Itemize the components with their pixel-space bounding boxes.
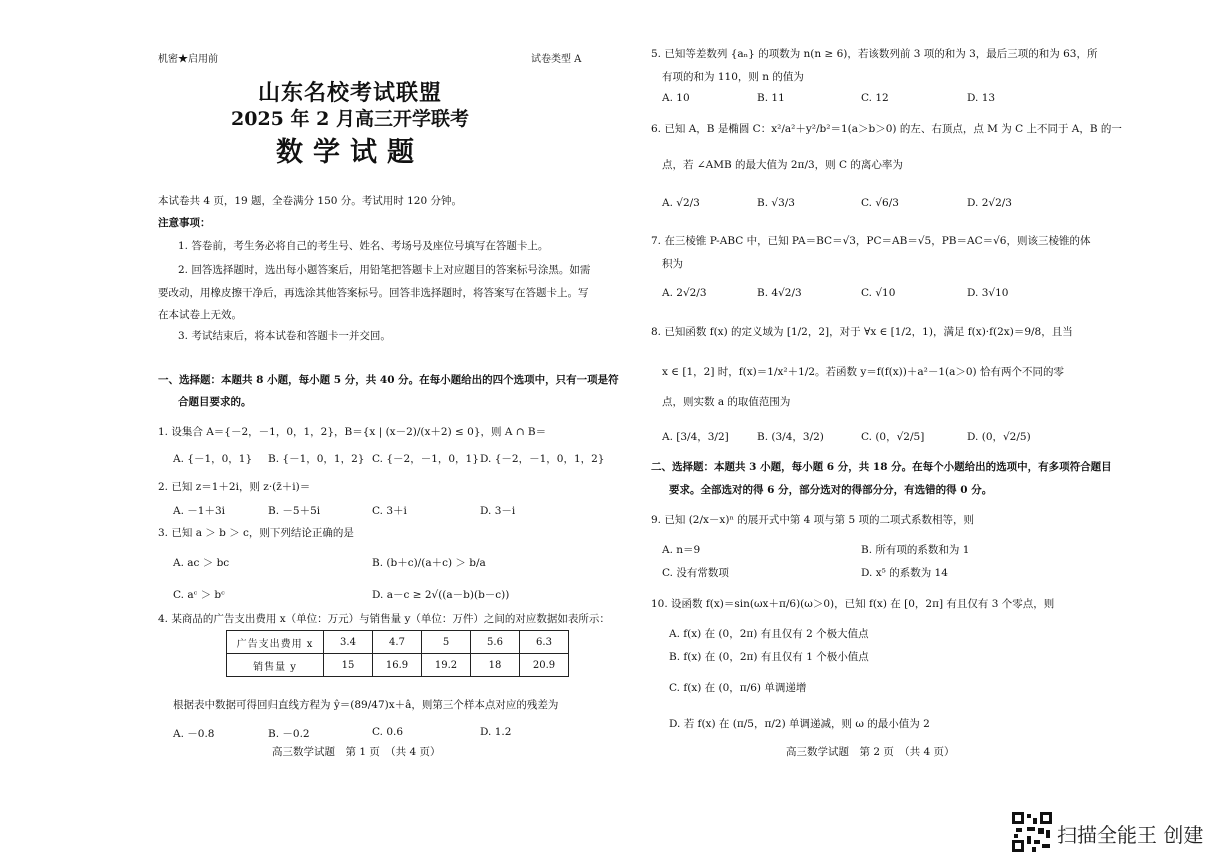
page-footer-left: 高三数学试题 第 1 页 （共 4 页） [272, 746, 441, 758]
table-cell: 16.9 [373, 654, 422, 677]
q9-option-d: D. x⁵ 的系数为 14 [861, 567, 948, 579]
q4-option-b: B. －0.2 [268, 728, 310, 740]
section-2-heading-cont: 要求。全部选对的得 6 分，部分选对的得部分分，有选错的得 0 分。 [669, 484, 993, 496]
question-8-cont1: x ∈ [1，2] 时，f(x)＝1/x²＋1/2。若函数 y＝f(f(x))＋a²－1(a＞0) 恰有两个不同的零 [662, 366, 1064, 378]
q1-option-c: C. {－2，－1，0，1} [372, 453, 479, 465]
table-cell: 19.2 [422, 654, 471, 677]
notes-heading: 注意事项： [158, 217, 211, 229]
q10-option-a: A. f(x) 在 (0，2π) 有且仅有 2 个极大值点 [669, 628, 869, 640]
note-2-line2: 要改动，用橡皮擦干净后，再选涂其他答案标号。回答非选择题时，将答案写在答题卡上。写 [158, 287, 589, 299]
exam-alliance-title: 山东名校考试联盟 [257, 80, 442, 106]
table-header-cell: 广告支出费用 x [227, 631, 324, 654]
table-cell: 4.7 [373, 631, 422, 654]
q4-option-d: D. 1.2 [480, 726, 512, 738]
question-10: 10. 设函数 f(x)＝sin(ωx＋π/6)(ω＞0)，已知 f(x) 在 [0，2π] 有且仅有 3 个零点，则 [651, 598, 1055, 610]
q6-option-d: D. 2√2/3 [967, 197, 1012, 209]
question-6-cont: 点，若 ∠AMB 的最大值为 2π/3，则 C 的离心率为 [662, 159, 903, 171]
q7-option-d: D. 3√10 [967, 287, 1009, 299]
q4-option-a: A. －0.8 [173, 728, 215, 740]
table-cell: 15 [324, 654, 373, 677]
q2-option-c: C. 3＋i [372, 505, 407, 517]
table-cell: 5 [422, 631, 471, 654]
q6-option-a: A. √2/3 [662, 197, 700, 209]
note-2-line3: 在本试卷上无效。 [158, 309, 242, 321]
q2-option-d: D. 3－i [480, 505, 516, 517]
q2-option-a: A. －1＋3i [173, 505, 225, 517]
q9-option-a: A. n＝9 [662, 544, 701, 556]
q7-option-b: B. 4√2/3 [757, 287, 802, 299]
table-cell: 6.3 [520, 631, 569, 654]
q1-option-a: A. {－1，0，1} [173, 453, 253, 465]
q8-option-b: B. (3/4，3/2) [757, 431, 824, 443]
q7-option-a: A. 2√2/3 [662, 287, 707, 299]
question-5-cont: 有项的和为 110，则 n 的值为 [662, 71, 804, 83]
q5-option-c: C. 12 [861, 92, 889, 104]
q7-option-c: C. √10 [861, 287, 896, 299]
q9-option-b: B. 所有项的系数和为 1 [861, 544, 970, 556]
q8-option-a: A. [3/4，3/2] [662, 431, 729, 443]
exam-intro: 本试卷共 4 页，19 题，全卷满分 150 分。考试用时 120 分钟。 [158, 195, 462, 207]
section-2-heading: 二、选择题：本题共 3 小题，每小题 6 分，共 18 分。在每个小题给出的选项中，有多项符合题目 [651, 461, 1112, 473]
scanner-watermark: 扫描全能王 创建 [1057, 823, 1204, 847]
exam-type-label: 试卷类型 A [531, 54, 582, 65]
q5-option-d: D. 13 [967, 92, 996, 104]
question-7-cont: 积为 [662, 258, 683, 270]
table-row [227, 631, 569, 654]
q6-option-c: C. √6/3 [861, 197, 899, 209]
section-1-heading: 一、选择题：本题共 8 小题，每小题 5 分，共 40 分。在每小题给出的四个选项中，只有一项是符 [158, 374, 619, 386]
q8-option-c: C. (0，√2/5] [861, 431, 925, 443]
question-4-text: 根据表中数据可得回归直线方程为 ŷ＝(89/47)x＋â，则第三个样本点对应的残差为 [173, 699, 559, 711]
exam-date-title: 2025 年 2 月高三开学联考 [231, 108, 469, 130]
q3-option-c: C. aᶜ ＞ bᶜ [173, 589, 225, 601]
q8-option-d: D. (0，√2/5) [967, 431, 1031, 443]
page-footer-right: 高三数学试题 第 2 页 （共 4 页） [786, 746, 955, 758]
question-5: 5. 已知等差数列 {aₙ} 的项数为 n(n ≥ 6)，若该数列前 3 项的和为 3，最后三项的和为 63，所 [651, 48, 1098, 60]
question-1: 1. 设集合 A＝{－2，－1，0，1，2}，B＝{x | (x－2)/(x＋2) ≤ 0}，则 A ∩ B＝ [158, 426, 547, 438]
q3-option-a: A. ac ＞ bc [173, 557, 230, 569]
q3-option-d: D. a－c ≥ 2√((a－b)(b－c)) [372, 589, 510, 601]
question-4: 4. 某商品的广告支出费用 x（单位：万元）与销售量 y（单位：万件）之间的对应数据如表所示： [158, 613, 610, 625]
q1-option-b: B. {－1，0，1，2} [268, 453, 365, 465]
section-1-heading-cont: 合题目要求的。 [178, 396, 252, 408]
question-8-cont2: 点，则实数 a 的取值范围为 [662, 396, 791, 408]
qr-code-icon [1012, 812, 1052, 852]
question-9: 9. 已知 (2/x－x)ⁿ 的展开式中第 4 项与第 5 项的二项式系数相等，则 [651, 514, 975, 526]
q3-option-b: B. (b＋c)/(a＋c) ＞ b/a [372, 557, 486, 569]
q2-option-b: B. －5＋5i [268, 505, 321, 517]
table-cell: 20.9 [520, 654, 569, 677]
note-1: 1. 答卷前，考生务必将自己的考生号、姓名、考场号及座位号填写在答题卡上。 [178, 240, 549, 252]
question-7: 7. 在三棱锥 P-ABC 中，已知 PA＝BC＝√3，PC＝AB＝√5，PB＝AC＝√6，则该三棱锥的体 [651, 235, 1091, 247]
table-row [227, 654, 569, 677]
q6-option-b: B. √3/3 [757, 197, 795, 209]
confidential-label: 机密★启用前 [158, 54, 218, 65]
q10-option-b: B. f(x) 在 (0，2π) 有且仅有 1 个极小值点 [669, 651, 869, 663]
note-3: 3. 考试结束后，将本试卷和答题卡一并交回。 [178, 330, 391, 342]
q4-option-c: C. 0.6 [372, 726, 404, 738]
question-2: 2. 已知 z＝1＋2i，则 z·(z̄＋i)＝ [158, 481, 311, 493]
table-cell: 18 [471, 654, 520, 677]
q1-option-d: D. {－2，－1，0，1，2} [480, 453, 605, 465]
table-cell: 3.4 [324, 631, 373, 654]
table-header-cell: 销售量 y [227, 654, 324, 677]
table-cell: 5.6 [471, 631, 520, 654]
question-3: 3. 已知 a ＞ b ＞ c，则下列结论正确的是 [158, 527, 354, 539]
q10-option-d: D. 若 f(x) 在 (π/5，π/2) 单调递减，则 ω 的最小值为 2 [669, 718, 930, 730]
q5-option-b: B. 11 [757, 92, 785, 104]
note-2-line1: 2. 回答选择题时，选出每小题答案后，用铅笔把答题卡上对应题目的答案标号涂黑。如需 [178, 264, 591, 276]
q9-option-c: C. 没有常数项 [662, 567, 729, 579]
question-6: 6. 已知 A，B 是椭圆 C：x²/a²＋y²/b²＝1(a＞b＞0) 的左、右顶点，点 M 为 C 上不同于 A，B 的一 [651, 123, 1122, 135]
q10-option-c: C. f(x) 在 (0，π/6) 单调递增 [669, 682, 807, 694]
q5-option-a: A. 10 [662, 92, 690, 104]
data-table [226, 630, 569, 677]
subject-title: 数学试题 [276, 137, 424, 168]
question-8: 8. 已知函数 f(x) 的定义域为 [1/2，2]，对于 ∀x ∈ [1/2，1)，满足 f(x)·f(2x)＝9/8，且当 [651, 326, 1073, 338]
